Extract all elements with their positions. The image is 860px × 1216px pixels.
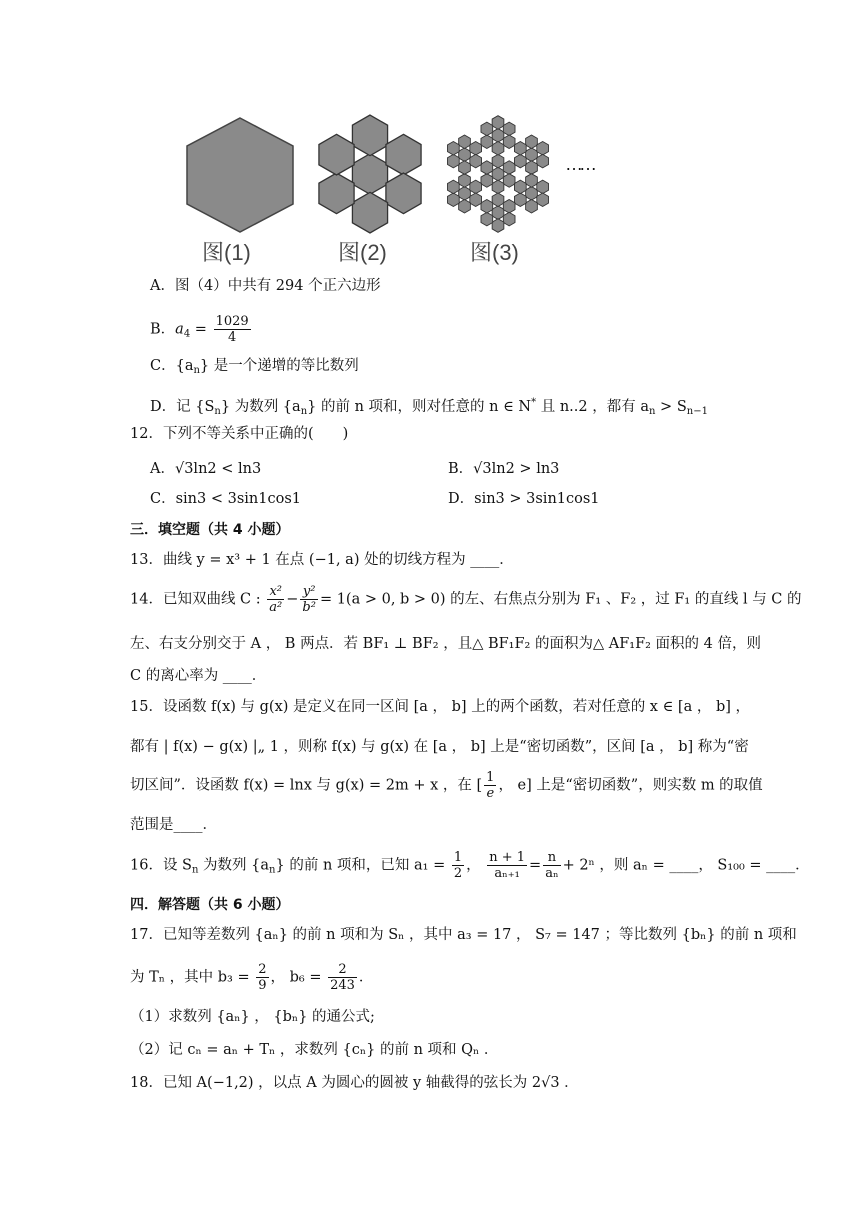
- q18: 18．已知 A(−1,2) ，以点 A 为圆心的圆被 y 轴截得的弦长为 2√3 ．: [130, 1075, 579, 1091]
- hexagon: [492, 180, 504, 194]
- hexagon: [459, 148, 471, 162]
- q12-stem: 12．下列不等关系中正确的( ): [130, 426, 349, 442]
- hexagon: [386, 134, 421, 175]
- caption-1: 图(1): [202, 240, 251, 265]
- figure-1-hexagon: [180, 114, 300, 234]
- hexagon: [537, 141, 549, 155]
- hexagon: [481, 135, 493, 149]
- hexagon: [492, 219, 504, 233]
- hexagon: [492, 141, 504, 155]
- caption-2: 图(2): [338, 240, 387, 265]
- hexagon: [503, 122, 515, 136]
- figure-2-hexagons: [310, 114, 430, 234]
- hexagon: [481, 212, 493, 226]
- hexagon: [319, 134, 354, 175]
- hexagon: [470, 154, 482, 168]
- hexagon: [514, 193, 526, 207]
- hexagon: [526, 148, 538, 162]
- caption-3: 图(3): [470, 240, 519, 265]
- hexagon: [526, 187, 538, 201]
- q11-option-d: D．记 $\{S_n\}$ 为数列 $\{a_n\}$ 的前 n 项和，则对任意的 n ∈ N* 且 n..2 ，都有 $a_n > S_{n-1}$: [150, 397, 708, 417]
- q17-part-2: （2）记 cₙ = aₙ + Tₙ ，求数列 {cₙ} 的前 n 项和 Qₙ ．: [130, 1042, 499, 1058]
- hexagon: [503, 161, 515, 175]
- q14-line-3: C 的离心率为 ____．: [130, 668, 267, 684]
- hexagon: [459, 199, 471, 213]
- hexagon: [537, 180, 549, 194]
- hexagon: [492, 206, 504, 220]
- hexagon: [352, 115, 387, 156]
- hexagon: [481, 199, 493, 213]
- hexagon: [537, 154, 549, 168]
- fraction: $\frac{1029}{4}$: [215, 314, 249, 345]
- hexagon: [459, 174, 471, 188]
- hexagon: [459, 135, 471, 149]
- hexagon: [526, 174, 538, 188]
- q17-line-2: 为 Tₙ ，其中 b₃ = $\frac{2}{9}$ ， b₆ = $\frac{2}{243}$ ．: [130, 962, 374, 993]
- q16: 16．设 $S_n$ 为数列 $\{a_n\}$ 的前 n 项和，已知 a₁ = $\frac{1}{2}$ ， $\frac{n + 1}{\text{aₙ₊₁}}$ = $\frac{n}{\text{aₙ}}$ + 2ⁿ ，则 aₙ = ____， S₁₀₀ = ____．: [130, 850, 810, 881]
- hexagon: [470, 193, 482, 207]
- hexagon: [492, 154, 504, 168]
- q12-option-d: D．sin3 > 3sin1cos1: [448, 491, 600, 507]
- section-3-heading: 三．填空题（共 4 小题）: [130, 522, 290, 538]
- q15-line-1: 15．设函数 f(x) 与 g(x) 是定义在同一区间 [a ， b] 上的两个函数，若对任意的 x ∈ [a ， b] ，: [130, 699, 750, 715]
- hexagon: [492, 167, 504, 181]
- hexagon: [319, 173, 354, 214]
- q11-option-b: B．$a_4$ = $\frac{1029}{4}$: [150, 314, 249, 345]
- hexagon: [447, 193, 459, 207]
- hexagon: [447, 180, 459, 194]
- hexagon: [514, 180, 526, 194]
- hexagon: [470, 141, 482, 155]
- hexagon: [514, 154, 526, 168]
- hexagon: [459, 187, 471, 201]
- hexagon: [481, 161, 493, 175]
- hexagon: [492, 116, 504, 130]
- q15-line-4: 范围是____．: [130, 817, 217, 833]
- q14-line-2: 左、右支分别交于 A ， B 两点．若 BF₁ ⊥ BF₂ ，且△ BF₁F₂ 的面积为△ AF₁F₂ 面积的 4 倍，则: [130, 636, 761, 652]
- hexagon: [447, 154, 459, 168]
- hexagon: [481, 174, 493, 188]
- q13: 13．曲线 y = x³ + 1 在点 (−1, a) 处的切线方程为 ____．: [130, 552, 514, 568]
- q15-line-2: 都有 | f(x) − g(x) |„ 1 ，则称 f(x) 与 g(x) 在 [a ， b] 上是“密切函数”，区间 [a ， b] 称为“密: [130, 739, 749, 755]
- q12-option-a: A．√3ln2 < ln3: [150, 461, 262, 477]
- figure-3-hexagons: [438, 114, 558, 234]
- hexagon: [503, 135, 515, 149]
- ellipsis: ……: [565, 154, 593, 174]
- hexagon: [514, 141, 526, 155]
- hexagon: [537, 193, 549, 207]
- section-4-heading: 四．解答题（共 6 小题）: [130, 897, 290, 913]
- q12-option-b: B．√3ln2 > ln3: [448, 461, 560, 477]
- hexagon: [503, 174, 515, 188]
- hexagon: [447, 141, 459, 155]
- q17-part-1: （1）求数列 {aₙ} ， {bₙ} 的通公式;: [130, 1009, 375, 1025]
- hexagon: [492, 129, 504, 143]
- hexagon: [470, 180, 482, 194]
- hexagon: [526, 199, 538, 213]
- q11-option-c: C．$\{a_n\}$ 是一个递增的等比数列: [150, 358, 359, 376]
- q11-option-a: A．图（4）中共有 294 个正六边形: [150, 278, 381, 294]
- hexagon: [492, 193, 504, 207]
- hexagon: [481, 122, 493, 136]
- q12-option-c: C．sin3 < 3sin1cos1: [150, 491, 301, 507]
- hexagon: [503, 212, 515, 226]
- hexagon: [526, 135, 538, 149]
- hexagon: [503, 199, 515, 213]
- q15-line-3: 切区间”．设函数 f(x) = lnx 与 g(x) = 2m + x ，在 [ $\frac{1}{e}$ ， e] 上是“密切函数”，则实数 m 的取值: [130, 770, 763, 801]
- hexagon: [352, 192, 387, 233]
- hexagon: [526, 161, 538, 175]
- q14-line-1: 14．已知双曲线 C : $\frac{\text{x²}}{\text{a²}}$ − $\frac{\text{y²}}{\text{b²}}$ = 1(a > 0, b > 0) 的左、右焦点分别为 F₁ 、F₂ ，过 F₁ 的直线 l 与 C 的: [130, 584, 802, 615]
- hexagon: [459, 161, 471, 175]
- hexagon: [386, 173, 421, 214]
- hexagon: [352, 154, 387, 195]
- hexagon-figures: [180, 112, 620, 272]
- q17-line-1: 17．已知等差数列 {aₙ} 的前 n 项和为 Sₙ ，其中 a₃ = 17 ， S₇ = 147 ；等比数列 {bₙ} 的前 n 项和: [130, 927, 797, 943]
